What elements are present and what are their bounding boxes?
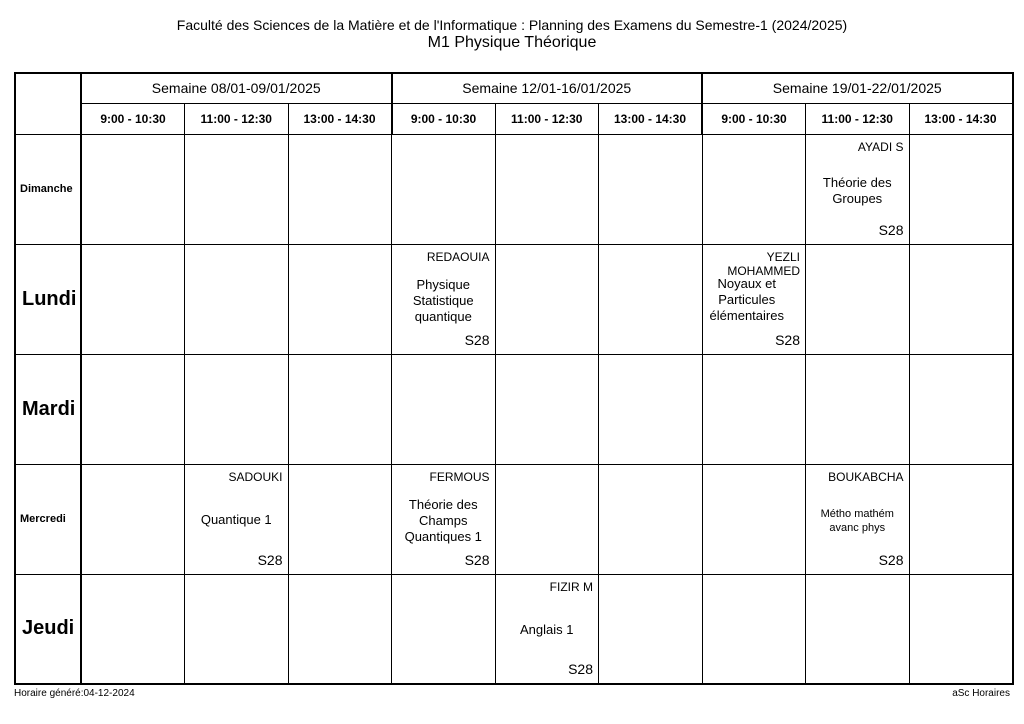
time-header-row — [15, 103, 1013, 134]
exam-professor: REDAOUIA — [426, 249, 490, 264]
empty-cell — [599, 354, 703, 464]
exam-professor: AYADI S — [857, 139, 904, 154]
empty-cell — [806, 354, 910, 464]
exam-professor: BOUKABCHA — [828, 469, 904, 484]
day-row-mercredi — [15, 464, 1013, 574]
footer-generated-date: Horaire généré:04-12-2024 — [14, 688, 135, 699]
empty-cell — [806, 244, 910, 354]
empty-cell — [495, 464, 599, 574]
empty-cell — [495, 244, 599, 354]
exam-professor: YEZLI MOHAMMED — [727, 249, 800, 278]
empty-cell — [185, 244, 289, 354]
empty-cell — [599, 134, 703, 244]
exam-professor: FIZIR M — [549, 579, 593, 594]
exam-room: S28 — [878, 551, 904, 568]
exam-course: Anglais 1 — [520, 621, 574, 637]
empty-cell — [288, 354, 392, 464]
day-row-jeudi — [15, 574, 1013, 684]
exam-professor: FERMOUS — [429, 469, 490, 484]
exam-cell[interactable] — [702, 244, 806, 354]
day-label: Jeudi — [15, 574, 81, 684]
empty-cell — [599, 464, 703, 574]
empty-cell — [806, 574, 910, 684]
time-slot-header: 9:00 - 10:30 — [81, 103, 185, 134]
day-label: Dimanche — [15, 134, 81, 244]
time-slot-header: 9:00 - 10:30 — [392, 103, 496, 134]
day-label: Mercredi — [15, 464, 81, 574]
empty-cell — [392, 354, 496, 464]
exam-room: S28 — [464, 551, 490, 568]
empty-cell — [185, 574, 289, 684]
exam-professor: SADOUKI — [228, 469, 283, 484]
exam-cell[interactable] — [392, 464, 496, 574]
exam-room: S28 — [878, 221, 904, 238]
empty-cell — [909, 244, 1013, 354]
exam-course: Théorie des Champs Quantiques 1 — [404, 496, 482, 544]
empty-cell — [81, 574, 185, 684]
exam-room: S28 — [464, 331, 490, 348]
empty-cell — [909, 574, 1013, 684]
time-slot-header: 13:00 - 14:30 — [599, 103, 703, 134]
time-slot-header: 11:00 - 12:30 — [806, 103, 910, 134]
week-header-row — [15, 73, 1013, 103]
exam-room: S28 — [568, 661, 593, 677]
exam-room: S28 — [257, 551, 283, 568]
empty-cell — [599, 244, 703, 354]
corner-cell — [15, 73, 81, 134]
empty-cell — [702, 134, 806, 244]
page-title: Faculté des Sciences de la Matière et de l'Informatique : Planning des Examens du Semestre-1 (2024/2025) — [176, 17, 848, 33]
footer-software-credit: aSc Horaires — [952, 688, 1010, 699]
exam-schedule-table — [14, 72, 1014, 685]
exam-cell[interactable] — [185, 464, 289, 574]
empty-cell — [288, 134, 392, 244]
empty-cell — [909, 134, 1013, 244]
empty-cell — [185, 354, 289, 464]
day-row-mardi — [15, 354, 1013, 464]
empty-cell — [81, 464, 185, 574]
exam-cell[interactable] — [806, 464, 910, 574]
page-subtitle: M1 Physique Théorique — [427, 34, 597, 51]
empty-cell — [702, 464, 806, 574]
empty-cell — [185, 134, 289, 244]
exam-course: Métho mathém avanc phys — [820, 507, 894, 534]
empty-cell — [288, 244, 392, 354]
exam-room: S28 — [775, 331, 800, 348]
empty-cell — [599, 574, 703, 684]
empty-cell — [495, 134, 599, 244]
empty-cell — [702, 574, 806, 684]
exam-cell[interactable] — [392, 244, 496, 354]
empty-cell — [81, 354, 185, 464]
empty-cell — [392, 134, 496, 244]
day-row-dimanche — [15, 134, 1013, 244]
week-header-2: Semaine 12/01-16/01/2025 — [392, 73, 703, 103]
exam-cell[interactable] — [806, 134, 910, 244]
empty-cell — [702, 354, 806, 464]
exam-course: Noyaux et Particules élémentaires — [709, 275, 784, 323]
week-header-3: Semaine 19/01-22/01/2025 — [702, 73, 1013, 103]
time-slot-header: 9:00 - 10:30 — [702, 103, 806, 134]
empty-cell — [81, 244, 185, 354]
exam-cell[interactable] — [495, 574, 599, 684]
time-slot-header: 13:00 - 14:30 — [909, 103, 1013, 134]
time-slot-header: 11:00 - 12:30 — [495, 103, 599, 134]
exam-course: Théorie des Groupes — [822, 174, 892, 206]
empty-cell — [909, 354, 1013, 464]
exam-course: Quantique 1 — [200, 511, 272, 527]
page-header — [0, 17, 1024, 52]
empty-cell — [909, 464, 1013, 574]
empty-cell — [81, 134, 185, 244]
day-label: Mardi — [15, 354, 81, 464]
day-row-lundi — [15, 244, 1013, 354]
empty-cell — [288, 464, 392, 574]
week-header-1: Semaine 08/01-09/01/2025 — [81, 73, 392, 103]
empty-cell — [288, 574, 392, 684]
empty-cell — [495, 354, 599, 464]
empty-cell — [392, 574, 496, 684]
time-slot-header: 11:00 - 12:30 — [185, 103, 289, 134]
time-slot-header: 13:00 - 14:30 — [288, 103, 392, 134]
exam-course: Physique Statistique quantique — [412, 276, 474, 324]
day-label: Lundi — [15, 244, 81, 354]
